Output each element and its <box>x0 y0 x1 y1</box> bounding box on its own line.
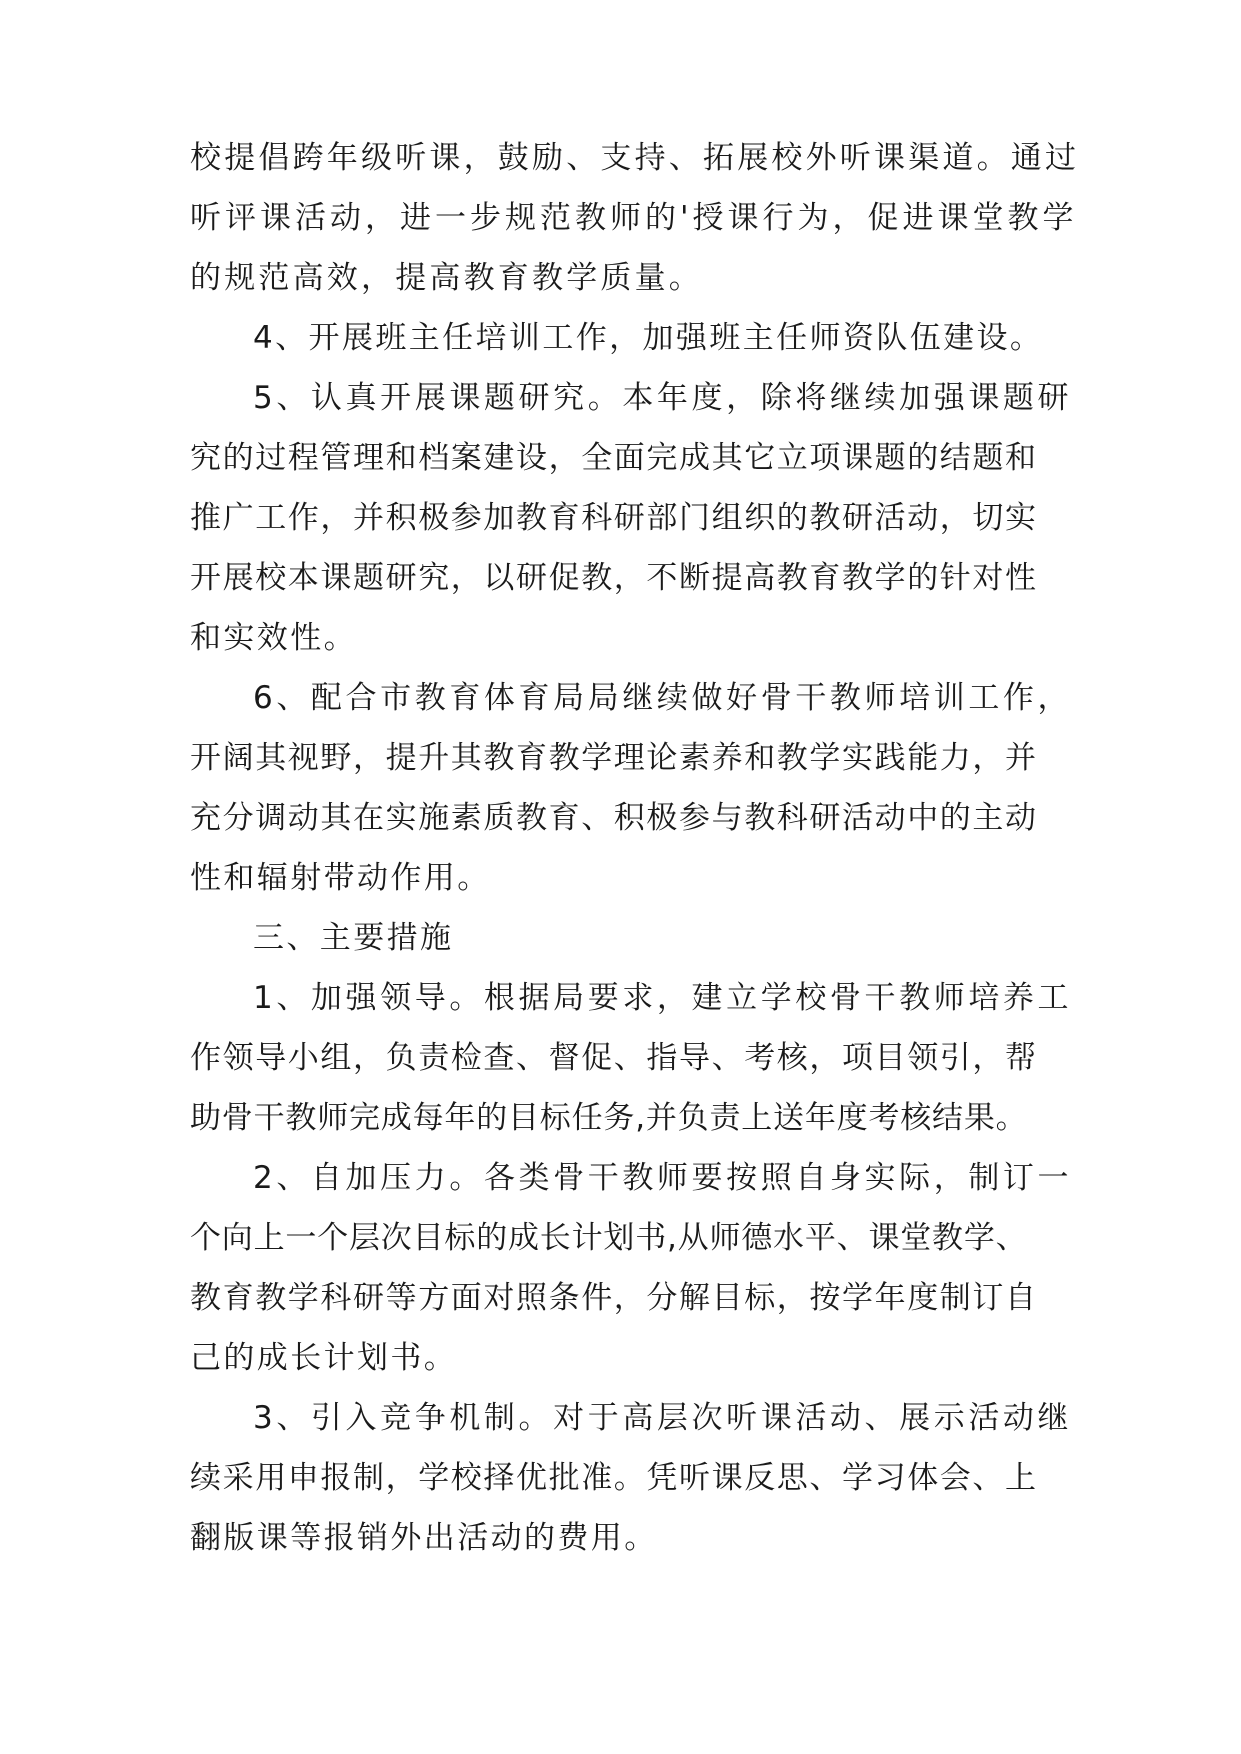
paragraph-line: 1、加强领导。根据局要求，建立学校骨干教师培养工 <box>253 980 1073 1016</box>
paragraph-line: 5、认真开展课题研究。本年度，除将继续加强课题研 <box>253 380 1073 416</box>
paragraph-line: 校提倡跨年级听课，鼓励、支持、拓展校外听课渠道。通过 <box>190 140 1080 176</box>
paragraph-line: 开阔其视野，提升其教育教学理论素养和教学实践能力，并 <box>190 740 1038 776</box>
paragraph-line: 己的成长计划书。 <box>190 1340 458 1376</box>
paragraph-line: 续采用申报制，学校择优批准。凭听课反思、学习体会、上 <box>190 1460 1038 1496</box>
paragraph-line: 究的过程管理和档案建设，全面完成其它立项课题的结题和 <box>190 440 1038 476</box>
paragraph-line: 听评课活动，进一步规范教师的'授课行为，促进课堂教学 <box>190 200 1078 236</box>
paragraph-line: 助骨干教师完成每年的目标任务,并负责上送年度考核结果。 <box>190 1100 1028 1136</box>
paragraph-line: 教育教学科研等方面对照条件，分解目标，按学年度制订自 <box>190 1280 1038 1316</box>
paragraph-line: 推广工作，并积极参加教育科研部门组织的教研活动，切实 <box>190 500 1038 536</box>
paragraph-line: 开展校本课题研究，以研促教，不断提高教育教学的针对性 <box>190 560 1038 596</box>
paragraph-line: 2、自加压力。各类骨干教师要按照自身实际，制订一 <box>253 1160 1073 1196</box>
paragraph-line: 3、引入竞争机制。对于高层次听课活动、展示活动继 <box>253 1400 1073 1436</box>
paragraph-line: 性和辐射带动作用。 <box>190 860 491 896</box>
paragraph-line: 个向上一个层次目标的成长计划书,从师德水平、课堂教学、 <box>190 1220 1028 1256</box>
paragraph-line: 和实效性。 <box>190 620 357 656</box>
paragraph-line: 的规范高效，提高教育教学质量。 <box>190 260 703 296</box>
paragraph-line: 4、开展班主任培训工作，加强班主任师资队伍建设。 <box>253 320 1044 356</box>
paragraph-line: 6、配合市教育体育局局继续做好骨干教师培训工作， <box>253 680 1073 716</box>
paragraph-line: 充分调动其在实施素质教育、积极参与教科研活动中的主动 <box>190 800 1038 836</box>
paragraph-line: 三、主要措施 <box>253 920 454 956</box>
paragraph-line: 翻版课等报销外出活动的费用。 <box>190 1520 658 1556</box>
paragraph-line: 作领导小组，负责检查、督促、指导、考核，项目领引，帮 <box>190 1040 1038 1076</box>
